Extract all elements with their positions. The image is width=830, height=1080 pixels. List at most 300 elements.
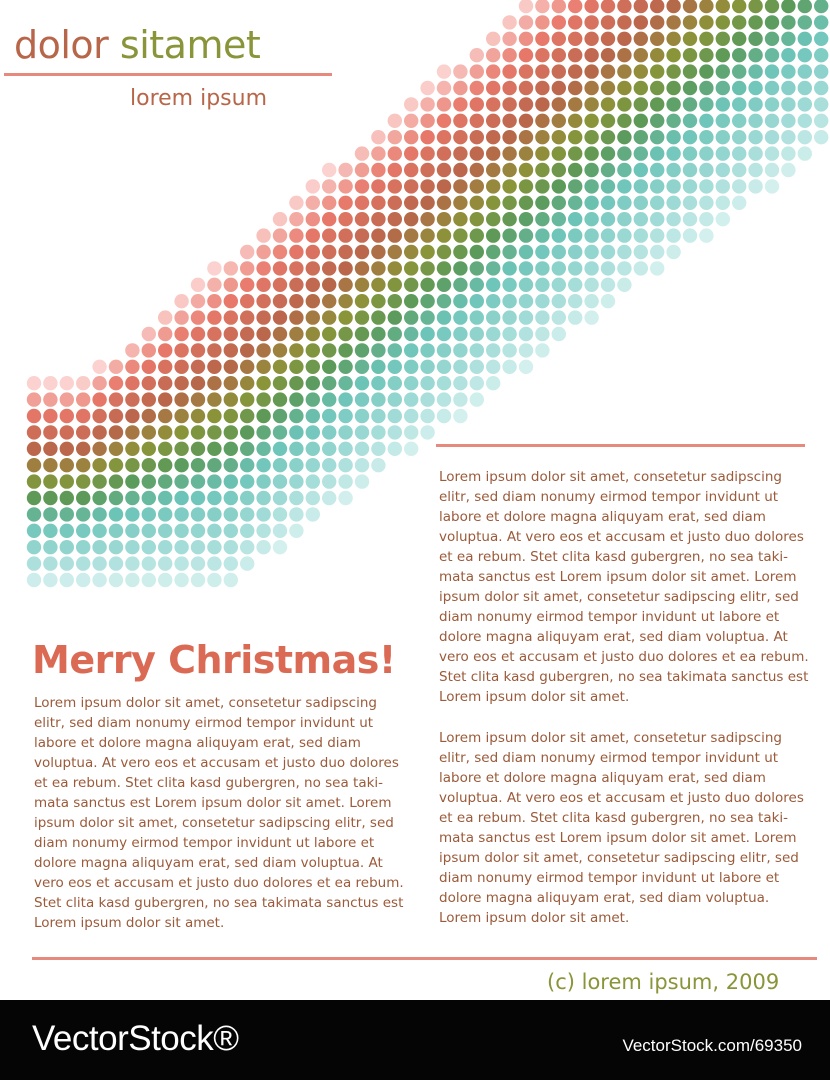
ribbon-dot [306, 278, 320, 292]
ribbon-dot [584, 310, 598, 324]
ribbon-dot [60, 556, 74, 570]
ribbon-dot [568, 48, 582, 62]
ribbon-dot [634, 179, 648, 193]
watermark-bar [0, 1000, 830, 1080]
ribbon-dot [683, 146, 697, 160]
ribbon-dot [142, 409, 156, 423]
ribbon-dot [404, 409, 418, 423]
ribbon-dot [486, 64, 500, 78]
ribbon-dot [650, 212, 664, 226]
ribbon-dot [158, 556, 172, 570]
ribbon-dot [256, 491, 270, 505]
ribbon-dot [256, 409, 270, 423]
ribbon-dot [76, 524, 90, 538]
ribbon-dot [404, 310, 418, 324]
ribbon-dot [502, 81, 516, 95]
ribbon-dot [207, 474, 221, 488]
ribbon-dot [355, 310, 369, 324]
ribbon-dot [420, 212, 434, 226]
ribbon-dot [125, 491, 139, 505]
ribbon-dot [404, 327, 418, 341]
ribbon-dot [732, 163, 746, 177]
ribbon-dot [519, 294, 533, 308]
ribbon-dot [240, 327, 254, 341]
ribbon-dot [716, 179, 730, 193]
ribbon-dot [502, 97, 516, 111]
ribbon-dot [191, 507, 205, 521]
ribbon-dot [322, 392, 336, 406]
ribbon-dot [601, 146, 615, 160]
ribbon-dot [273, 376, 287, 390]
ribbon-dot [207, 261, 221, 275]
ribbon-dot [338, 196, 352, 210]
ribbon-dot [60, 524, 74, 538]
ribbon-dot [502, 228, 516, 242]
ribbon-dot [125, 540, 139, 554]
ribbon-dot [584, 228, 598, 242]
ribbon-dot [191, 556, 205, 570]
ribbon-dot [404, 97, 418, 111]
ribbon-dot [191, 278, 205, 292]
ribbon-dot [535, 261, 549, 275]
ribbon-dot [765, 0, 779, 13]
ribbon-dot [437, 360, 451, 374]
ribbon-dot [617, 261, 631, 275]
ribbon-dot [732, 0, 746, 13]
right-column-paragraph-1: Lorem ipsum dolor sit amet, consetetur sadipscing elitr, sed diam nonumy eirmod tempor invidunt ut labore et dolore magna aliquyam erat, sed diam voluptua. At vero eos et accusam et justo duo dolores et ea rebum. Stet clita kasd gubergren, no sea taki- mata sanctus est Lorem ipsum dolor sit amet. Lorem ipsum dolor sit amet, consetetur sadipscing elitr, sed diam nonumy eirmod tempor invidunt ut labore et dolore magna aliquyam erat, sed diam voluptua. At vero eos et accusam et justo duo dolores et ea rebum. Stet clita kasd gubergren, no sea takimata sanctus est Lorem ipsum dolor sit amet. [439, 469, 809, 705]
ribbon-dot [486, 327, 500, 341]
ribbon-dot [798, 0, 812, 13]
ribbon-dot [388, 163, 402, 177]
ribbon-dot [420, 245, 434, 259]
ribbon-dot [273, 491, 287, 505]
ribbon-dot [92, 409, 106, 423]
ribbon-dot [158, 310, 172, 324]
ribbon-dot [716, 196, 730, 210]
ribbon-dot [437, 114, 451, 128]
ribbon-dot [109, 458, 123, 472]
ribbon-dot [27, 425, 41, 439]
ribbon-dot [584, 261, 598, 275]
ribbon-dot [552, 212, 566, 226]
ribbon-dot [289, 278, 303, 292]
ribbon-dot [666, 212, 680, 226]
ribbon-dot [601, 48, 615, 62]
ribbon-dot [322, 228, 336, 242]
ribbon-dot [470, 360, 484, 374]
ribbon-dot [306, 458, 320, 472]
ribbon-dot [174, 556, 188, 570]
ribbon-dot [650, 228, 664, 242]
ribbon-dot [371, 392, 385, 406]
ribbon-dot [142, 524, 156, 538]
ribbon-dot [552, 310, 566, 324]
ribbon-dot [437, 245, 451, 259]
ribbon-dot [142, 343, 156, 357]
ribbon-dot [470, 114, 484, 128]
ribbon-dot [519, 114, 533, 128]
ribbon-dot [535, 64, 549, 78]
ribbon-dot [519, 81, 533, 95]
ribbon-dot [388, 310, 402, 324]
ribbon-dot [404, 425, 418, 439]
ribbon-dot [486, 146, 500, 160]
ribbon-dot [470, 343, 484, 357]
ribbon-dot [519, 15, 533, 29]
ribbon-dot [224, 261, 238, 275]
ribbon-dot [634, 146, 648, 160]
ribbon-dot [43, 376, 57, 390]
ribbon-dot [76, 573, 90, 587]
ribbon-dot [174, 327, 188, 341]
ribbon-dot [798, 97, 812, 111]
ribbon-dot [535, 0, 549, 13]
ribbon-dot [306, 327, 320, 341]
ribbon-dot [174, 425, 188, 439]
ribbon-dot [470, 97, 484, 111]
ribbon-dot [174, 524, 188, 538]
ribbon-dot [371, 327, 385, 341]
ribbon-dot [568, 310, 582, 324]
ribbon-dot [519, 360, 533, 374]
ribbon-dot [716, 0, 730, 13]
ribbon-dot [470, 146, 484, 160]
ribbon-dot [109, 392, 123, 406]
ribbon-dot [256, 524, 270, 538]
ribbon-dot [355, 294, 369, 308]
ribbon-dot [781, 97, 795, 111]
ribbon-dot [207, 507, 221, 521]
ribbon-dot [699, 64, 713, 78]
ribbon-dot [634, 163, 648, 177]
ribbon-dot [191, 524, 205, 538]
ribbon-dot [552, 245, 566, 259]
ribbon-dot [535, 32, 549, 46]
ribbon-dot [748, 81, 762, 95]
ribbon-dot [584, 114, 598, 128]
ribbon-dot [142, 474, 156, 488]
ribbon-dot [27, 392, 41, 406]
ribbon-dot [338, 228, 352, 242]
ribbon-dot [355, 376, 369, 390]
ribbon-dot [273, 310, 287, 324]
ribbon-dot [420, 360, 434, 374]
ribbon-dot [322, 491, 336, 505]
ribbon-dot [453, 228, 467, 242]
ribbon-dot [699, 212, 713, 226]
ribbon-dot [125, 360, 139, 374]
ribbon-dot [716, 146, 730, 160]
ribbon-dot [535, 343, 549, 357]
ribbon-dot [617, 212, 631, 226]
ribbon-dot [666, 163, 680, 177]
ribbon-dot [289, 524, 303, 538]
ribbon-dot [748, 114, 762, 128]
ribbon-dot [306, 245, 320, 259]
ribbon-dot [174, 474, 188, 488]
ribbon-dot [92, 573, 106, 587]
ribbon-dot [207, 425, 221, 439]
ribbon-dot [306, 294, 320, 308]
ribbon-dot [338, 163, 352, 177]
ribbon-dot [289, 425, 303, 439]
ribbon-dot [43, 425, 57, 439]
ribbon-dot [502, 327, 516, 341]
ribbon-dot [519, 64, 533, 78]
ribbon-dot [486, 81, 500, 95]
ribbon-dot [617, 163, 631, 177]
ribbon-dot [289, 474, 303, 488]
ribbon-dot [437, 97, 451, 111]
ribbon-dot [224, 343, 238, 357]
ribbon-dot [502, 146, 516, 160]
ribbon-dot [732, 130, 746, 144]
ribbon-dot [207, 360, 221, 374]
ribbon-dot [486, 196, 500, 210]
ribbon-dot [420, 376, 434, 390]
ribbon-dot [617, 114, 631, 128]
ribbon-dot [683, 130, 697, 144]
ribbon-dot [109, 425, 123, 439]
ribbon-dot [371, 130, 385, 144]
ribbon-dot [732, 15, 746, 29]
ribbon-dot [322, 327, 336, 341]
ribbon-dot [191, 458, 205, 472]
ribbon-dot [355, 228, 369, 242]
ribbon-dot [240, 310, 254, 324]
ribbon-dot [191, 540, 205, 554]
ribbon-dot [634, 97, 648, 111]
ribbon-dot [224, 474, 238, 488]
header-title-word1: dolor [14, 23, 109, 67]
ribbon-dot [437, 278, 451, 292]
ribbon-dot [699, 81, 713, 95]
ribbon-dot [371, 376, 385, 390]
ribbon-dot [388, 196, 402, 210]
ribbon-dot [486, 343, 500, 357]
ribbon-dot [420, 392, 434, 406]
ribbon-dot [125, 376, 139, 390]
ribbon-dot [568, 130, 582, 144]
ribbon-dot [273, 442, 287, 456]
ribbon-dot [519, 196, 533, 210]
ribbon-dot [142, 458, 156, 472]
ribbon-dot [601, 212, 615, 226]
ribbon-dot [158, 376, 172, 390]
ribbon-dot [158, 573, 172, 587]
ribbon-dot [601, 196, 615, 210]
ribbon-dot [535, 48, 549, 62]
ribbon-dot [552, 196, 566, 210]
ribbon-dot [732, 179, 746, 193]
ribbon-dot [43, 409, 57, 423]
ribbon-dot [404, 228, 418, 242]
ribbon-dot [273, 507, 287, 521]
ribbon-dot [27, 458, 41, 472]
ribbon-dot [486, 212, 500, 226]
ribbon-dot [453, 392, 467, 406]
ribbon-dot [486, 261, 500, 275]
ribbon-dot [584, 245, 598, 259]
ribbon-dot [781, 32, 795, 46]
ribbon-dot [322, 442, 336, 456]
ribbon-dot [552, 130, 566, 144]
ribbon-dot [43, 442, 57, 456]
ribbon-dot [388, 343, 402, 357]
ribbon-dot [355, 179, 369, 193]
ribbon-dot [404, 146, 418, 160]
ribbon-dot [814, 64, 828, 78]
ribbon-dot [781, 0, 795, 13]
ribbon-dot [92, 360, 106, 374]
ribbon-dot [699, 146, 713, 160]
ribbon-dot [322, 294, 336, 308]
ribbon-dot [535, 114, 549, 128]
ribbon-dot [666, 146, 680, 160]
ribbon-dot [76, 540, 90, 554]
ribbon-dot [388, 228, 402, 242]
ribbon-dot [502, 32, 516, 46]
ribbon-dot [568, 245, 582, 259]
ribbon-dot [76, 491, 90, 505]
ribbon-dot [174, 507, 188, 521]
ribbon-dot [584, 81, 598, 95]
ribbon-dot [584, 278, 598, 292]
ribbon-dot [568, 294, 582, 308]
ribbon-dot [666, 97, 680, 111]
ribbon-dot [256, 458, 270, 472]
ribbon-dot [27, 540, 41, 554]
ribbon-dot [306, 196, 320, 210]
ribbon-dot [371, 425, 385, 439]
ribbon-dot [781, 64, 795, 78]
ribbon-dot [142, 556, 156, 570]
ribbon-dot [519, 327, 533, 341]
ribbon-dot [355, 245, 369, 259]
ribbon-dot [322, 474, 336, 488]
ribbon-dot [158, 507, 172, 521]
ribbon-dot [470, 64, 484, 78]
ribbon-dot [142, 392, 156, 406]
ribbon-dot [338, 376, 352, 390]
ribbon-dot [306, 474, 320, 488]
header-subtitle: lorem ipsum [130, 86, 268, 111]
ribbon-dot [683, 163, 697, 177]
ribbon-dot [306, 360, 320, 374]
ribbon-dot [699, 15, 713, 29]
ribbon-dot [453, 179, 467, 193]
ribbon-dot [666, 64, 680, 78]
ribbon-dot [404, 376, 418, 390]
ribbon-dot [502, 261, 516, 275]
ribbon-dot [502, 278, 516, 292]
ribbon-dot [486, 228, 500, 242]
ribbon-dot [224, 573, 238, 587]
ribbon-dot [388, 392, 402, 406]
ribbon-dot [388, 146, 402, 160]
ribbon-dot [224, 278, 238, 292]
ribbon-dot [371, 360, 385, 374]
ribbon-dot [158, 458, 172, 472]
ribbon-dot [798, 114, 812, 128]
ribbon-dot [27, 507, 41, 521]
ribbon-dot [584, 179, 598, 193]
ribbon-dot [273, 409, 287, 423]
ribbon-dot [240, 392, 254, 406]
ribbon-dot [420, 425, 434, 439]
ribbon-dot [273, 474, 287, 488]
ribbon-dot [666, 0, 680, 13]
ribbon-dot [142, 376, 156, 390]
ribbon-dot [568, 114, 582, 128]
ribbon-dot [732, 146, 746, 160]
ribbon-dot [699, 0, 713, 13]
ribbon-dot [470, 130, 484, 144]
ribbon-dot [109, 524, 123, 538]
ribbon-dot [224, 442, 238, 456]
ribbon-dot [519, 146, 533, 160]
ribbon-dot [814, 97, 828, 111]
ribbon-dot [76, 376, 90, 390]
ribbon-dot [338, 392, 352, 406]
ribbon-dot [256, 540, 270, 554]
ribbon-dot [453, 163, 467, 177]
ribbon-dot [289, 261, 303, 275]
ribbon-dot [158, 392, 172, 406]
ribbon-dot [453, 97, 467, 111]
ribbon-dot [273, 540, 287, 554]
watermark-logo: VectorStock® [32, 1019, 239, 1058]
ribbon-dot [306, 376, 320, 390]
ribbon-dot [125, 573, 139, 587]
ribbon-dot [338, 409, 352, 423]
ribbon-dot [256, 442, 270, 456]
ribbon-dot [568, 278, 582, 292]
ribbon-dot [273, 392, 287, 406]
ribbon-dot [453, 409, 467, 423]
ribbon-dot [125, 474, 139, 488]
ribbon-dot [355, 425, 369, 439]
ribbon-dot [716, 114, 730, 128]
ribbon-dot [666, 114, 680, 128]
ribbon-dot [765, 114, 779, 128]
ribbon-dot [174, 458, 188, 472]
ribbon-dot [109, 540, 123, 554]
ribbon-dot [404, 163, 418, 177]
ribbon-dot [502, 163, 516, 177]
ribbon-dot [371, 228, 385, 242]
ribbon-dot [224, 540, 238, 554]
ribbon-dot [92, 425, 106, 439]
ribbon-dot [748, 48, 762, 62]
ribbon-dot [404, 114, 418, 128]
ribbon-dot [109, 442, 123, 456]
ribbon-dot [699, 32, 713, 46]
ribbon-dot [43, 491, 57, 505]
ribbon-dot [60, 540, 74, 554]
ribbon-dot [765, 64, 779, 78]
ribbon-dot [76, 425, 90, 439]
ribbon-dot [716, 130, 730, 144]
ribbon-dot [650, 163, 664, 177]
ribbon-dot [699, 48, 713, 62]
ribbon-dot [502, 130, 516, 144]
ribbon-dot [60, 442, 74, 456]
ribbon-dot [109, 474, 123, 488]
ribbon-dot [289, 327, 303, 341]
ribbon-dot [683, 81, 697, 95]
ribbon-dot [174, 294, 188, 308]
